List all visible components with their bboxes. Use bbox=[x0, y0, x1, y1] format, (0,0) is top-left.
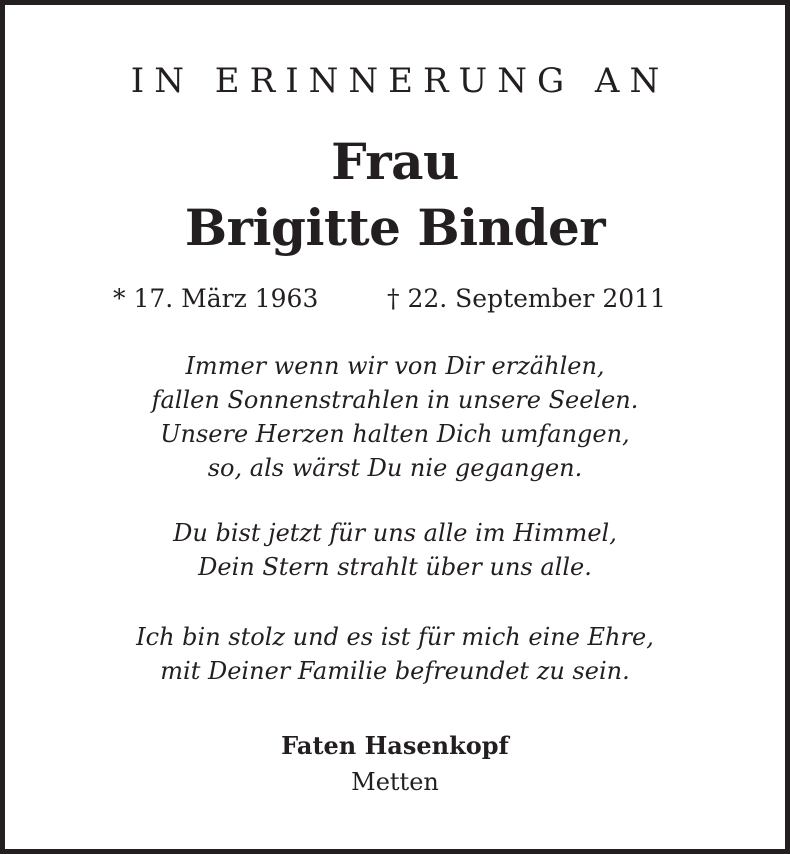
signer-name: Faten Hasenkopf bbox=[281, 731, 509, 760]
signature-block bbox=[5, 729, 785, 799]
poem-line: Dein Stern strahlt über uns alle. bbox=[198, 553, 592, 581]
death-date: † 22. September 2011 bbox=[387, 284, 666, 313]
poem-stanza bbox=[5, 620, 785, 688]
poem-line: Immer wenn wir von Dir erzählen, bbox=[185, 352, 605, 380]
poem-line: Ich bin stolz und es ist für mich eine Ehre, bbox=[136, 623, 654, 651]
birth-date: * 17. März 1963 bbox=[113, 284, 319, 313]
header-title: IN ERINNERUNG AN bbox=[130, 61, 670, 101]
signer-place: Metten bbox=[351, 768, 439, 796]
deceased-name-block bbox=[5, 129, 785, 261]
poem-line: Du bist jetzt für uns alle im Himmel, bbox=[173, 519, 617, 547]
poem-line: so, als wärst Du nie gegangen. bbox=[207, 454, 583, 482]
poem-line: fallen Sonnenstrahlen in unsere Seelen. bbox=[151, 386, 639, 414]
life-dates bbox=[5, 281, 785, 317]
poem-line: Unsere Herzen halten Dich umfangen, bbox=[160, 420, 630, 448]
poem-stanza bbox=[5, 516, 785, 584]
poem-line: mit Deiner Familie befreundet zu sein. bbox=[160, 657, 630, 685]
deceased-name: Brigitte Binder bbox=[184, 198, 606, 257]
poem-stanza bbox=[5, 349, 785, 485]
deceased-salutation: Frau bbox=[331, 132, 459, 191]
